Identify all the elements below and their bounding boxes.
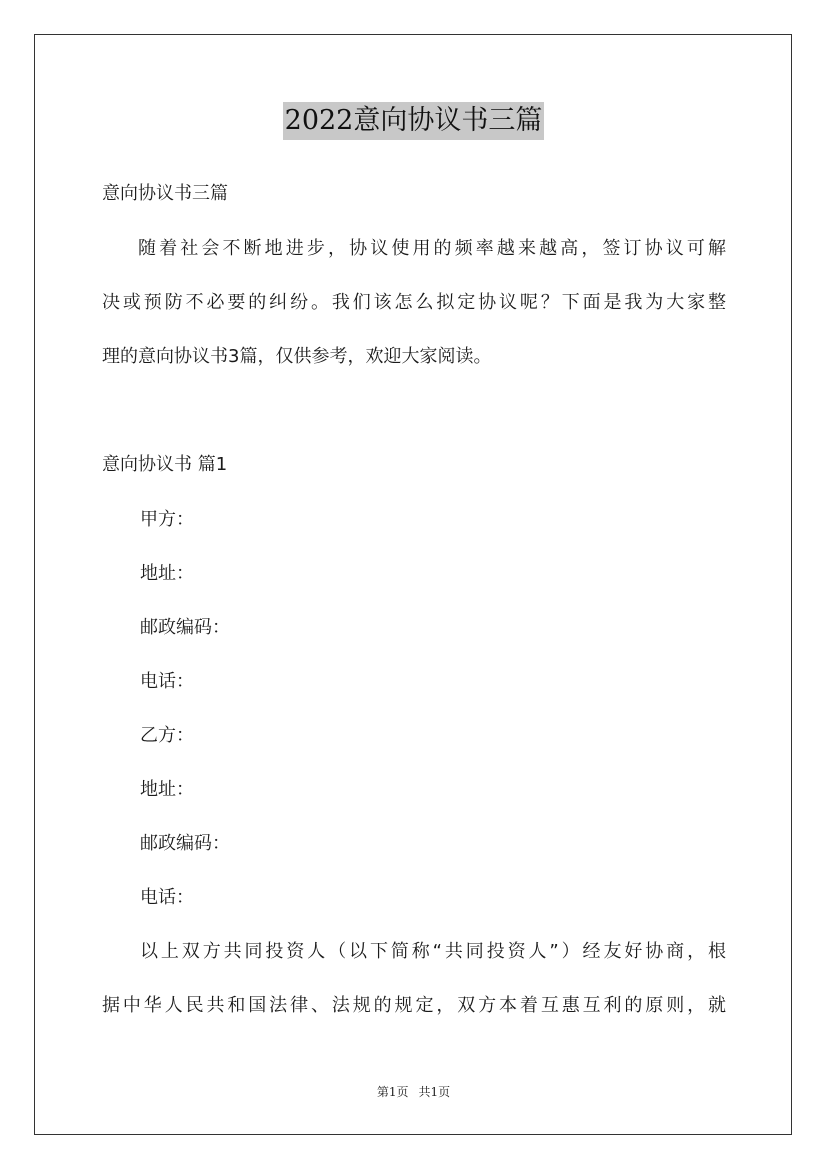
- intro-line-3: 理的意向协议书3篇，仅供参考，欢迎大家阅读。: [102, 346, 492, 367]
- party-a-label: 甲方：: [140, 509, 194, 530]
- document-subtitle: 意向协议书三篇: [102, 183, 228, 204]
- party-b-phone: 电话：: [140, 887, 194, 908]
- intro-line-1: 随着社会不断地进步，协议使用的频率越来越高，签订协议可解: [138, 238, 726, 259]
- party-a-address: 地址：: [140, 563, 194, 584]
- body-line-1: 以上双方共同投资人（以下简称“共同投资人”）经友好协商，根: [140, 941, 726, 962]
- section-heading: 意向协议书 篇1: [102, 454, 228, 475]
- body-line-2: 据中华人民共和国法律、法规的规定，双方本着互惠互利的原则，就: [102, 995, 726, 1016]
- party-a-phone: 电话：: [140, 671, 194, 692]
- footer-page-number: 第1页: [376, 1085, 409, 1099]
- footer-total-pages: 共1页: [418, 1085, 451, 1099]
- party-a-postcode: 邮政编码：: [140, 617, 230, 638]
- party-b-address: 地址：: [140, 779, 194, 800]
- page-footer: [0, 1084, 827, 1100]
- party-b-label: 乙方：: [140, 725, 194, 746]
- intro-line-2: 决或预防不必要的纠纷。我们该怎么拟定协议呢？下面是我为大家整: [102, 292, 726, 313]
- party-b-postcode: 邮政编码：: [140, 833, 230, 854]
- title-container: [0, 102, 827, 140]
- document-title: 2022意向协议书三篇: [283, 102, 545, 140]
